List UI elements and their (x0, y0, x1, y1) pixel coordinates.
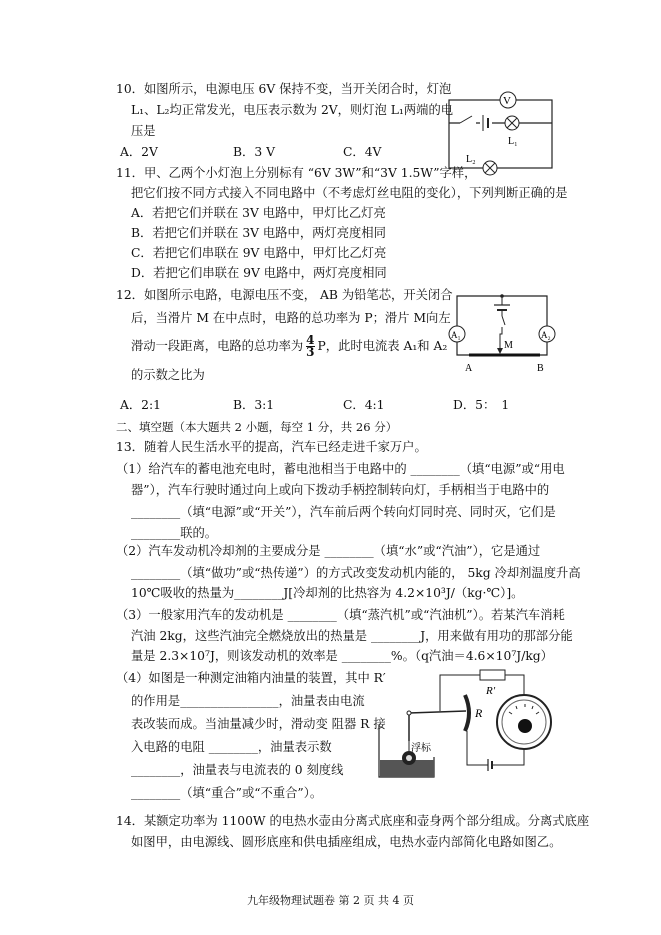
q13-line: 的作用是________________，油量表由电流 (131, 694, 365, 708)
q10-option-b: B．3 V (233, 145, 275, 159)
q11-option-b: B．若把它们并联在 3V 电路中，两灯亮度相同 (131, 226, 386, 240)
q13-line: ________，油量表与电流表的 0 刻度线 (131, 763, 344, 777)
q12-option-b: B．3:1 (233, 398, 275, 412)
q12-stem-text: 滑动一段距离，电路的总功率为 (131, 339, 304, 353)
rheostat-r-label: R (475, 706, 483, 720)
q14-line: 如图甲，由电源线、圆形底座和供电插座组成，电热水壶内部简化电路如图乙。 (131, 835, 562, 849)
q12-stem-text: P，此时电流表 A₁和 A₂ (317, 339, 448, 353)
q13-line: ________（填“电源”或“开关”），汽车前后两个转向灯同时亮、同时灭，它们是 (131, 505, 556, 519)
fraction-denominator: 3 (306, 345, 315, 359)
q14-line: 14．某额定功率为 1100W 的电热水壶由分离式底座和壶身两个部分组成。分离式底座 (116, 814, 590, 828)
q12-stem-line: 12．如图所示电路，电源电压不变， AB 为铅笔芯，开关闭合 (116, 288, 453, 302)
q12-option-c: C．4:1 (343, 398, 385, 412)
q12-stem-line-with-fraction (131, 333, 447, 359)
ammeter-a1-label: A₁ (451, 330, 461, 340)
q12-stem-line: 的示数之比为 (131, 368, 205, 382)
q11-stem-line: 11．甲、乙两个小灯泡上分别标有 “6V 3W”和“3V 1.5W”字样， (116, 166, 477, 180)
q13-line: ________联的。 (131, 526, 218, 540)
q10-stem-line: 压是 (131, 124, 156, 138)
q10-option-c: C．4V (343, 145, 382, 159)
slider-m-label: M (504, 340, 513, 351)
lamp1-label: L₁ (508, 136, 518, 147)
ammeter-a2-label: A₂ (541, 330, 551, 340)
q11-option-c: C．若把它们串联在 9V 电路中，甲灯比乙灯亮 (131, 246, 387, 260)
resistor-r-prime-label: R′ (486, 685, 496, 697)
q10-option-a: A．2V (120, 145, 158, 159)
fraction-four-thirds (306, 335, 314, 358)
q12-stem-line: 后，当滑片 M 在中点时，电路的总功率为 P；滑片 M向左 (131, 311, 451, 325)
q12-option-a: A．2:1 (120, 398, 161, 412)
q13-line: 10℃吸收的热量为________J[冷却剂的比热容为 4.2×10³J/（kg·℃）]。 (131, 586, 524, 600)
q11-stem-line: 把它们按不同方式接入不同电路中（不考虑灯丝电阻的变化），下列判断正确的是 (131, 186, 568, 200)
q13-line: 汽油 2kg，这些汽油完全燃烧放出的热量是 ________J，用来做有用功的那部分能 (131, 629, 573, 643)
q10-stem-line: 10．如图所示，电源电压 6V 保持不变，当开关闭合时，灯泡 (116, 82, 452, 96)
q13-line: 器”），汽车行驶时通过向上或向下拨动手柄控制转向灯，手柄相当于电路中的 (131, 483, 550, 497)
q11-option-a: A．若把它们并联在 3V 电路中，甲灯比乙灯亮 (131, 206, 386, 220)
q12-option-d: D．5： 1 (453, 398, 510, 412)
fraction-numerator: 4 (306, 333, 315, 347)
q13-line: ________（填“做功”或“热传递”）的方式改变发动机内能的， 5kg 冷却剂温度升高 (131, 566, 581, 580)
q13-line: （4）如图是一种测定油箱内油量的装置，其中 R′ (116, 671, 386, 685)
page-footer: 九年级物理试题卷 第 2 页 共 4 页 (247, 894, 414, 907)
q13-line: 13．随着人民生活水平的提高，汽车已经走进千家万户。 (116, 440, 427, 454)
end-b-label: B (537, 363, 544, 374)
q13-line: 量是 2.3×10⁷J，则该发动机的效率是 ________%。（q汽油＝4.6×10⁷J/kg） (131, 649, 553, 663)
q13-line: （3）一般家用汽车的发动机是 ________（填“蒸汽机”或“汽油机”）。若某汽车消耗 (116, 608, 565, 622)
oil-gauge-diagram (376, 665, 558, 785)
q13-line: （2）汽车发动机冷却剂的主要成分是 ________（填“水”或“汽油”），它是通过 (116, 544, 541, 558)
voltmeter-label: V (503, 95, 511, 107)
q13-line: 表改装而成。当油量减少时，滑动变 阻器 R 接 (131, 717, 386, 731)
q13-line: ________（填“重合”或“不重合”）。 (131, 786, 323, 800)
lamp2-label: L₂ (466, 154, 476, 165)
section-2-heading: 二、填空题（本大题共 2 小题，每空 1 分，共 26 分） (116, 420, 398, 434)
q13-line: 入电路的电阻 ________，油量表示数 (131, 740, 332, 754)
q12-circuit-diagram (444, 292, 562, 374)
q13-line: （1）给汽车的蓄电池充电时，蓄电池相当于电路中的 ________（填“电源”或“用电 (116, 462, 565, 476)
q11-option-d: D．若把它们串联在 9V 电路中，两灯亮度相同 (131, 266, 387, 280)
float-label: 浮标 (411, 743, 431, 754)
end-a-label: A (465, 363, 473, 374)
q10-stem-line: L₁、L₂均正常发光，电压表示数为 2V，则灯泡 L₁两端的电 (131, 103, 454, 117)
